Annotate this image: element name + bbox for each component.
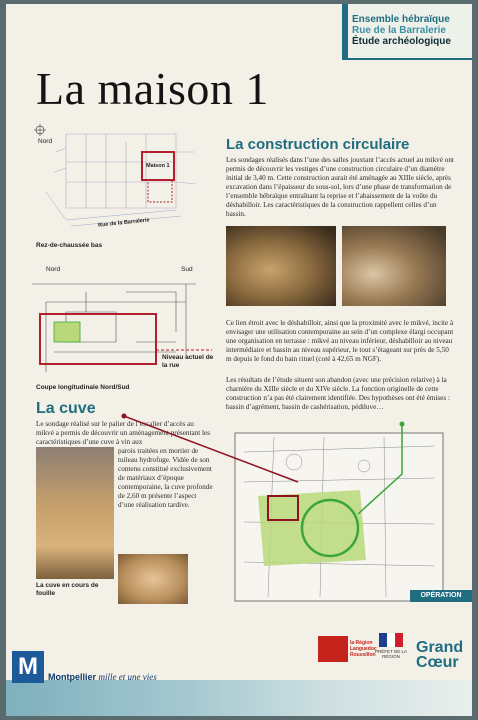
prefecture-flag-icon: [379, 633, 403, 647]
header-line-3: Étude archéologique: [352, 36, 451, 47]
operation-banner: OPÉRATION: [410, 590, 472, 602]
coupe-north-label: Nord: [46, 266, 61, 273]
plan1-maison-label: Maison 1: [146, 163, 170, 169]
motto-label: mille et une vies: [98, 672, 157, 682]
header-line-2: Rue de la Barralerie: [352, 25, 446, 36]
cuve-text-2: parois traitées en mortier de tuileau hydrofuge. Vidée de son contenu constitué exclusivement de matériaux d’époque contemporaine, la cuve profonde de 2,60 m présente l’aspect d’une réalisation tardive.: [118, 447, 213, 509]
region-logo: [318, 636, 348, 662]
construction-heading: La construction circulaire: [226, 136, 410, 153]
street-level-label: Niveau actuel de la rue: [162, 354, 214, 369]
header-tag: [342, 4, 472, 60]
information-panel: [6, 4, 472, 716]
cuve-heading: La cuve: [36, 400, 96, 417]
plan1-north-label: Nord: [38, 138, 53, 145]
excavation-photo-2: [342, 226, 446, 306]
footer-band: [6, 680, 472, 716]
region-text: la Région Languedoc Roussillon: [350, 640, 377, 658]
construction-text-1: Les sondages réalisés dans l’une des salles jouxtant l’accès actuel au mikvé ont permis de découvrir les vestiges d’une construction circulaire d’un diamètre initial de 3,40 m. Cette construction aurait été aménagée au XIIIe siècle, après excavation dans l’épaisseur du sous-sol, lors d’une phase de transformation de l’ensemble hébraïque entraînant la reprise et l’abaissement de la voûte du déshabilloir. Les caractéristiques de la construction rappellent celles d’un bassin.: [226, 156, 454, 218]
coupe-caption: Coupe longitudinale Nord/Sud: [36, 384, 130, 391]
plan1-caption: Rez-de-chaussée bas: [36, 242, 103, 249]
excavation-photo-1: [226, 226, 336, 306]
grand-coeur-logo: [416, 640, 463, 670]
coupe-south-label: Sud: [181, 266, 193, 273]
construction-text-2: Ce lien étroit avec le déshabilloir, ainsi que la proximité avec le mikvé, incite à envisager une utilisation contemporaine au sein d’un complexe élargi occupant une organisation en terrasse : mikvé au niveau inférieur, déshabilloir au niveau intermédiaire et bassin au niveau supérieur, le tout s’étageant sur près de 5,50 m depuis le fond du bain rituel (coté à 42,65 m NGF).: [226, 319, 454, 363]
connector-lines: [6, 404, 472, 524]
cuve-detail-photo: [118, 554, 188, 604]
montpellier-logo: M: [12, 651, 44, 683]
prefecture-text: PRÉFET DE LA RÉGION: [375, 649, 407, 659]
montpellier-motto: [48, 672, 157, 682]
construction-text-3: Les résultats de l’étude situent son abandon (avec une précision relative) à la charnière du XIIIe siècle et du XIVe siècle. La fonction originelle de cette construction n’a pas été clairement identifiée. Des hypothèses ont été émises : bassin d’agrément, bassin de cashérisation, pédiluve…: [226, 376, 450, 411]
cuve-caption: La cuve en cours de fouille: [36, 582, 99, 597]
header-line-1: Ensemble hébraïque: [352, 14, 450, 25]
page-title: La maison 1: [36, 63, 269, 114]
city-label: Montpellier: [48, 672, 97, 682]
cuve-text-1: Le sondage réalisé sur le palier de l’escalier d’accès au mikvé a permis de découvrir un aménagement présentant les caractéristiques d’une cuve à vin aux: [36, 420, 211, 446]
plan1-street-label: Rue de la Barralerie: [97, 217, 150, 229]
coeur-label: Cœur: [416, 654, 459, 671]
grand-label: Grand: [416, 639, 464, 656]
